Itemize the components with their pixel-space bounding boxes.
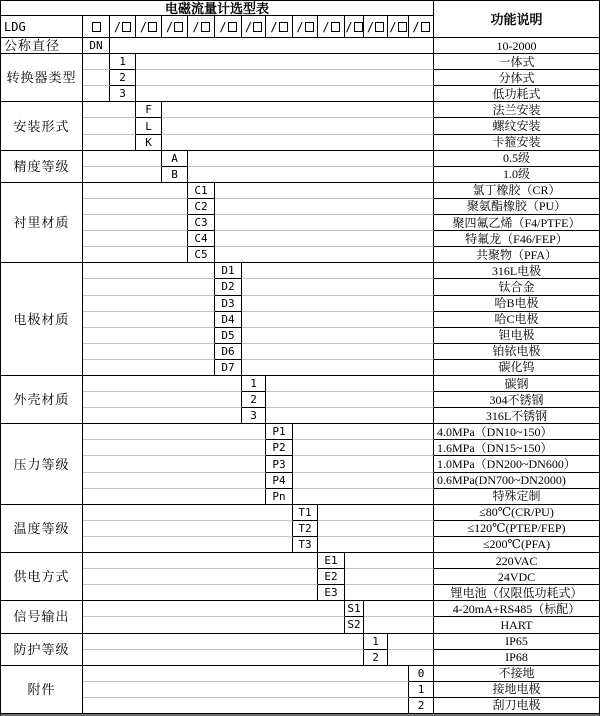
option-description-cell: 哈B电极 [434, 296, 599, 312]
option-description-cell: IP68 [434, 650, 599, 666]
empty-cell [136, 86, 434, 102]
empty-cell [83, 86, 110, 102]
slash-separator: / [244, 19, 253, 34]
model-segment-box-cell [293, 16, 318, 38]
section-label: 转换器类型 [1, 54, 83, 102]
model-base-box-cell [83, 16, 110, 38]
empty-cell [83, 408, 242, 424]
section-label: 电极材质 [1, 263, 83, 376]
section-label: 精度等级 [1, 151, 83, 183]
option-code-cell: 2 [110, 70, 136, 86]
empty-cell [83, 666, 409, 682]
slash-separator: / [389, 19, 397, 34]
empty-cell [215, 215, 434, 231]
option-code-cell: E3 [318, 585, 345, 601]
empty-box-icon [201, 22, 210, 32]
empty-cell [83, 215, 188, 231]
empty-box-icon [331, 22, 340, 32]
option-code-cell: S1 [345, 601, 364, 617]
model-segment-box-cell [110, 16, 136, 38]
section-label: 附件 [1, 666, 83, 714]
empty-cell [293, 440, 434, 456]
empty-cell [83, 54, 110, 70]
empty-cell [318, 537, 434, 553]
empty-cell [110, 38, 434, 54]
option-description-cell: HART [434, 617, 599, 633]
empty-cell [345, 553, 434, 569]
model-segment-box-cell [188, 16, 215, 38]
option-description-cell: 4.0MPa（DN10~150） [434, 424, 599, 440]
empty-cell [215, 199, 434, 215]
empty-cell [242, 328, 434, 344]
empty-box-icon [253, 22, 262, 32]
empty-cell [242, 312, 434, 328]
empty-cell [162, 102, 434, 118]
empty-cell [266, 408, 434, 424]
option-description-cell: 法兰安装 [434, 102, 599, 118]
option-description-cell: 碳钢 [434, 376, 599, 392]
empty-cell [83, 151, 162, 167]
empty-box-icon [92, 22, 101, 32]
empty-cell [83, 312, 215, 328]
option-description-cell: 螺纹安装 [434, 118, 599, 134]
section-label: 信号输出 [1, 601, 83, 633]
model-segment-box-cell [345, 16, 364, 38]
option-description-cell: 0.6MPa(DN700~DN2000) [434, 473, 599, 489]
option-description-cell: 碳化钨 [434, 360, 599, 376]
empty-box-icon [398, 22, 407, 32]
table-title: 电磁流量计选型表 [1, 1, 434, 16]
option-code-cell: 2 [364, 650, 388, 666]
option-code-cell: 1 [242, 376, 266, 392]
option-description-cell: 共聚物（PFA） [434, 247, 599, 263]
empty-cell [83, 537, 293, 553]
empty-cell [83, 617, 345, 633]
option-description-cell: 316L不锈钢 [434, 408, 599, 424]
slash-separator: / [113, 19, 122, 34]
option-code-cell: C1 [188, 183, 215, 199]
option-description-cell: 聚四氟乙烯（F4/PTFE） [434, 215, 599, 231]
option-code-cell: Pn [266, 489, 293, 505]
empty-cell [83, 199, 188, 215]
option-description-cell: 特氟龙（F46/FEP） [434, 231, 599, 247]
option-code-cell: C2 [188, 199, 215, 215]
model-segment-box-cell [136, 16, 162, 38]
section-label: 外壳材质 [1, 376, 83, 424]
empty-cell [388, 650, 434, 666]
slash-separator: / [322, 19, 330, 34]
section-label: 供电方式 [1, 553, 83, 601]
slash-separator: / [165, 19, 174, 34]
empty-cell [266, 392, 434, 408]
model-segment-box-cell [215, 16, 242, 38]
option-code-cell: DN [83, 38, 110, 54]
empty-cell [83, 585, 318, 601]
section-label: 压力等级 [1, 424, 83, 504]
slash-separator: / [270, 19, 278, 34]
empty-cell [83, 521, 293, 537]
option-description-cell: 304不锈钢 [434, 392, 599, 408]
empty-cell [83, 263, 215, 279]
option-description-cell: 低功耗式 [434, 86, 599, 102]
model-segment-box-cell [409, 16, 434, 38]
empty-box-icon [279, 22, 288, 32]
empty-box-icon [122, 22, 131, 32]
model-segment-box-cell [318, 16, 345, 38]
empty-cell [293, 473, 434, 489]
option-code-cell: P4 [266, 473, 293, 489]
section-label: 温度等级 [1, 505, 83, 553]
empty-cell [293, 424, 434, 440]
option-code-cell: 2 [242, 392, 266, 408]
model-segment-box-cell [242, 16, 266, 38]
empty-cell [83, 360, 215, 376]
option-description-cell: 钛合金 [434, 279, 599, 295]
option-description-cell: ≤120℃(PTEP/FEP) [434, 521, 599, 537]
option-description-cell: 钽电极 [434, 328, 599, 344]
empty-cell [162, 135, 434, 151]
option-description-cell: 4-20mA+RS485（标配） [434, 601, 599, 617]
option-code-cell: K [136, 135, 162, 151]
option-description-cell: 0.5级 [434, 151, 599, 167]
option-code-cell: D5 [215, 328, 242, 344]
option-description-cell: 铂铱电极 [434, 344, 599, 360]
empty-cell [83, 135, 136, 151]
empty-cell [136, 54, 434, 70]
option-description-cell: IP65 [434, 634, 599, 650]
empty-cell [83, 167, 162, 183]
slash-separator: / [412, 19, 420, 34]
option-code-cell: D2 [215, 279, 242, 295]
empty-cell [318, 521, 434, 537]
model-segment-box-cell [364, 16, 388, 38]
empty-cell [388, 634, 434, 650]
option-code-cell: E2 [318, 569, 345, 585]
option-code-cell: D1 [215, 263, 242, 279]
empty-box-icon [305, 22, 314, 32]
option-code-cell: D6 [215, 344, 242, 360]
option-code-cell: T3 [293, 537, 318, 553]
option-description-cell: 1.6MPa（DN15~150） [434, 440, 599, 456]
option-code-cell: B [162, 167, 188, 183]
option-description-cell: ≤80℃(CR/PU) [434, 505, 599, 521]
option-description-cell: 接地电极 [434, 682, 599, 698]
model-segment-box-cell [266, 16, 293, 38]
section-label: 公称直径 [1, 38, 83, 54]
option-description-cell: 卡箍安装 [434, 135, 599, 151]
option-code-cell: C4 [188, 231, 215, 247]
slash-separator: / [366, 19, 375, 34]
empty-cell [266, 376, 434, 392]
option-code-cell: T1 [293, 505, 318, 521]
empty-cell [215, 247, 434, 263]
slash-separator: / [139, 19, 148, 34]
empty-cell [83, 296, 215, 312]
empty-cell [242, 360, 434, 376]
option-description-cell: 聚氨酯橡胶（PU） [434, 199, 599, 215]
option-description-cell: 一体式 [434, 54, 599, 70]
empty-cell [215, 183, 434, 199]
empty-cell [83, 682, 409, 698]
empty-cell [83, 698, 409, 714]
empty-cell [83, 424, 266, 440]
empty-cell [242, 263, 434, 279]
empty-cell [83, 601, 345, 617]
option-code-cell: 1 [364, 634, 388, 650]
empty-cell [83, 376, 242, 392]
option-code-cell: L [136, 118, 162, 134]
empty-cell [83, 634, 364, 650]
option-description-cell: 220VAC [434, 553, 599, 569]
option-code-cell: P1 [266, 424, 293, 440]
empty-cell [83, 183, 188, 199]
section-label: 防护等级 [1, 634, 83, 666]
option-code-cell: C5 [188, 247, 215, 263]
empty-cell [83, 231, 188, 247]
option-code-cell: C3 [188, 215, 215, 231]
option-code-cell: 0 [409, 666, 434, 682]
option-code-cell: 2 [409, 698, 434, 714]
empty-cell [188, 167, 434, 183]
empty-cell [83, 70, 110, 86]
empty-cell [364, 601, 434, 617]
option-code-cell: D4 [215, 312, 242, 328]
empty-box-icon [375, 22, 384, 32]
option-description-cell: 1.0MPa（DN200~DN600） [434, 456, 599, 472]
option-description-cell: 24VDC [434, 569, 599, 585]
option-code-cell: 3 [242, 408, 266, 424]
empty-cell [318, 505, 434, 521]
slash-separator: / [345, 19, 353, 34]
option-description-cell: 10-2000 [434, 38, 599, 54]
option-description-cell: 锂电池（仅限低功耗式） [434, 585, 599, 601]
empty-cell [83, 505, 293, 521]
empty-box-icon [174, 22, 183, 32]
empty-cell [83, 569, 318, 585]
empty-cell [242, 344, 434, 360]
empty-box-icon [148, 22, 157, 32]
option-code-cell: S2 [345, 617, 364, 633]
model-prefix-cell: LDG [1, 16, 83, 38]
function-column-header: 功能说明 [434, 1, 599, 38]
empty-cell [83, 650, 364, 666]
empty-cell [364, 617, 434, 633]
empty-box-icon [354, 22, 363, 32]
option-description-cell: 氯丁橡胶（CR） [434, 183, 599, 199]
option-code-cell: F [136, 102, 162, 118]
empty-cell [293, 489, 434, 505]
empty-cell [83, 440, 266, 456]
empty-cell [83, 473, 266, 489]
empty-cell [136, 70, 434, 86]
option-description-cell: 1.0级 [434, 167, 599, 183]
empty-cell [83, 489, 266, 505]
empty-cell [188, 151, 434, 167]
option-description-cell: 316L电极 [434, 263, 599, 279]
option-code-cell: P3 [266, 456, 293, 472]
empty-box-icon [421, 22, 430, 32]
empty-cell [83, 553, 318, 569]
option-description-cell: 不接地 [434, 666, 599, 682]
empty-box-icon [228, 22, 237, 32]
option-code-cell: D7 [215, 360, 242, 376]
option-code-cell: 1 [110, 54, 136, 70]
empty-cell [242, 279, 434, 295]
empty-cell [83, 328, 215, 344]
option-description-cell: 特殊定制 [434, 489, 599, 505]
empty-cell [293, 456, 434, 472]
empty-cell [83, 344, 215, 360]
option-description-cell: ≤200℃(PFA) [434, 537, 599, 553]
section-label: 安装形式 [1, 102, 83, 150]
option-code-cell: 1 [409, 682, 434, 698]
empty-cell [83, 118, 136, 134]
slash-separator: / [296, 19, 304, 34]
empty-cell [215, 231, 434, 247]
option-code-cell: T2 [293, 521, 318, 537]
model-segment-box-cell [388, 16, 409, 38]
empty-cell [345, 585, 434, 601]
model-segment-box-cell [162, 16, 188, 38]
option-description-cell: 哈C电极 [434, 312, 599, 328]
slash-separator: / [192, 19, 200, 34]
empty-cell [83, 456, 266, 472]
empty-cell [345, 569, 434, 585]
empty-cell [83, 279, 215, 295]
empty-cell [162, 118, 434, 134]
option-code-cell: E1 [318, 553, 345, 569]
option-description-cell: 刮刀电极 [434, 698, 599, 714]
option-code-cell: D3 [215, 296, 242, 312]
slash-separator: / [219, 19, 227, 34]
option-code-cell: 3 [110, 86, 136, 102]
empty-cell [83, 392, 242, 408]
empty-cell [242, 296, 434, 312]
option-code-cell: A [162, 151, 188, 167]
option-code-cell: P2 [266, 440, 293, 456]
section-label: 衬里材质 [1, 183, 83, 263]
empty-cell [83, 102, 136, 118]
option-description-cell: 分体式 [434, 70, 599, 86]
empty-cell [83, 247, 188, 263]
